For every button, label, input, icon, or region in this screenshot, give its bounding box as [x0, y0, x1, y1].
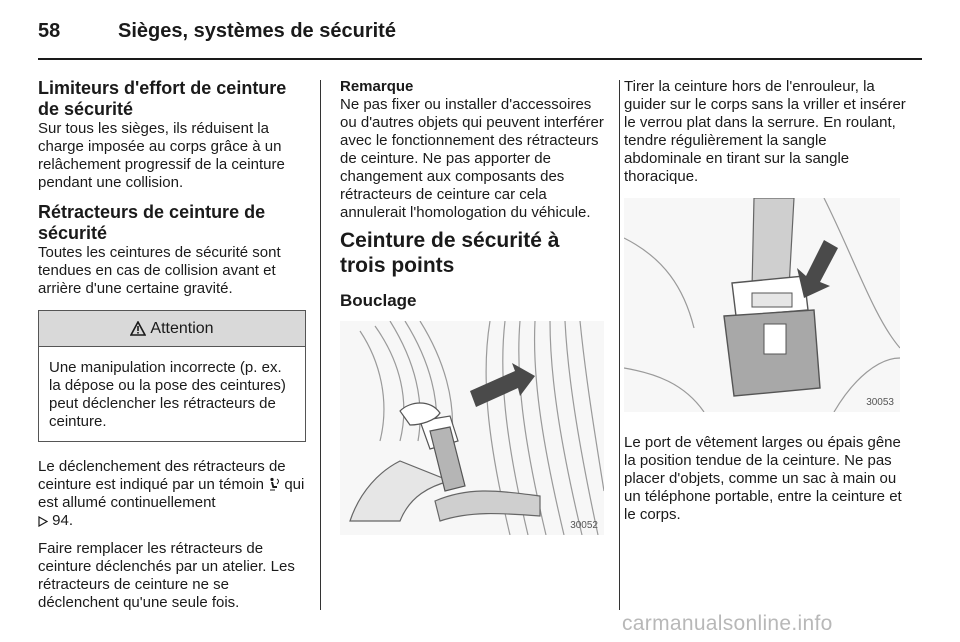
latch-illustration-image [624, 198, 900, 412]
page-reference-link[interactable]: 94. [52, 512, 74, 529]
paragraph-pull-belt: Tirer la ceinture hors de l'enrouleur, la guider sur le corps sans la vriller et insérer le verrou plat dans la serrure. En roulant, tendre régulièrement la sangle abdominale en tirant sur la sangle thoracique. [624, 78, 906, 185]
trigger-text-a: Le déclenchement des rétracteurs de ceinture est indiqué par un témoin [38, 458, 286, 493]
attention-header [39, 311, 305, 347]
column-divider-1 [320, 80, 321, 610]
column-divider-2 [619, 80, 620, 610]
heading-belt-force-limiters: Limiteurs d'effort de ceinture de sécurité [38, 78, 287, 119]
attention-text: Une manipulation incorrecte (p. ex. la dépose ou la pose des ceintures) peut déclencher les rétracteurs de ceinture. [49, 359, 286, 430]
paragraph-belt-pretensioners: Toutes les ceintures de sécurité sont tendues en cas de collision avant et arrière d'une certaine gravité. [38, 244, 281, 297]
page-reference-icon [38, 516, 48, 527]
paragraph-trigger-indicator [38, 458, 306, 530]
remark-title: Remarque [340, 78, 414, 95]
attention-box [38, 310, 306, 442]
remark-text: Ne pas fixer ou installer d'accessoires ou d'autres objets qui peuvent interférer avec le fonctionnement des rétracteurs de ceinture. Ne pas apporter de changement aux composants des rétracteurs de ceinture car cela annulerait l'homologation du véhicule. [340, 96, 604, 221]
heading-three-point-belt: Ceinture de sécurité à trois points [340, 229, 560, 277]
heading-buckling: Bouclage [340, 291, 417, 310]
figure-buckling-illustration [340, 321, 604, 535]
column-2 [340, 78, 606, 535]
paragraph-clothing: Le port de vêtement larges ou épais gêne la position tendue de la ceinture. Ne pas placer d'objets, comme un sac à main ou un téléphone portable, entre la ceinture et le corps. [624, 434, 902, 523]
attention-title: Attention [150, 319, 214, 337]
watermark-text: carmanualsonline.info [622, 612, 833, 635]
figure-number: 30053 [866, 397, 894, 408]
chapter-title: Sièges, systèmes de sécurité [118, 20, 396, 42]
page-header [38, 18, 922, 60]
trigger-text-b: qui est allumé continuellement [38, 476, 305, 511]
figure-number: 30052 [570, 520, 598, 531]
figure-latch-illustration [624, 198, 900, 412]
column-1 [38, 78, 306, 612]
column-3 [624, 78, 906, 524]
buckling-illustration-image [340, 321, 604, 535]
header-rule [38, 58, 922, 60]
airbag-warning-icon [268, 477, 280, 491]
paragraph-belt-force-limiters: Sur tous les sièges, ils réduisent la charge imposée au corps grâce à un relâchement progressif de la ceinture pendant une collision. [38, 120, 285, 191]
paragraph-replace-pretensioners: Faire remplacer les rétracteurs de ceinture déclenchés par un atelier. Les rétracteurs de ceinture ne se déclenchent qu'une seule fois. [38, 540, 295, 611]
page-number: 58 [38, 20, 61, 42]
warning-triangle-icon [130, 321, 146, 336]
heading-belt-pretensioners: Rétracteurs de ceinture de sécurité [38, 202, 266, 243]
